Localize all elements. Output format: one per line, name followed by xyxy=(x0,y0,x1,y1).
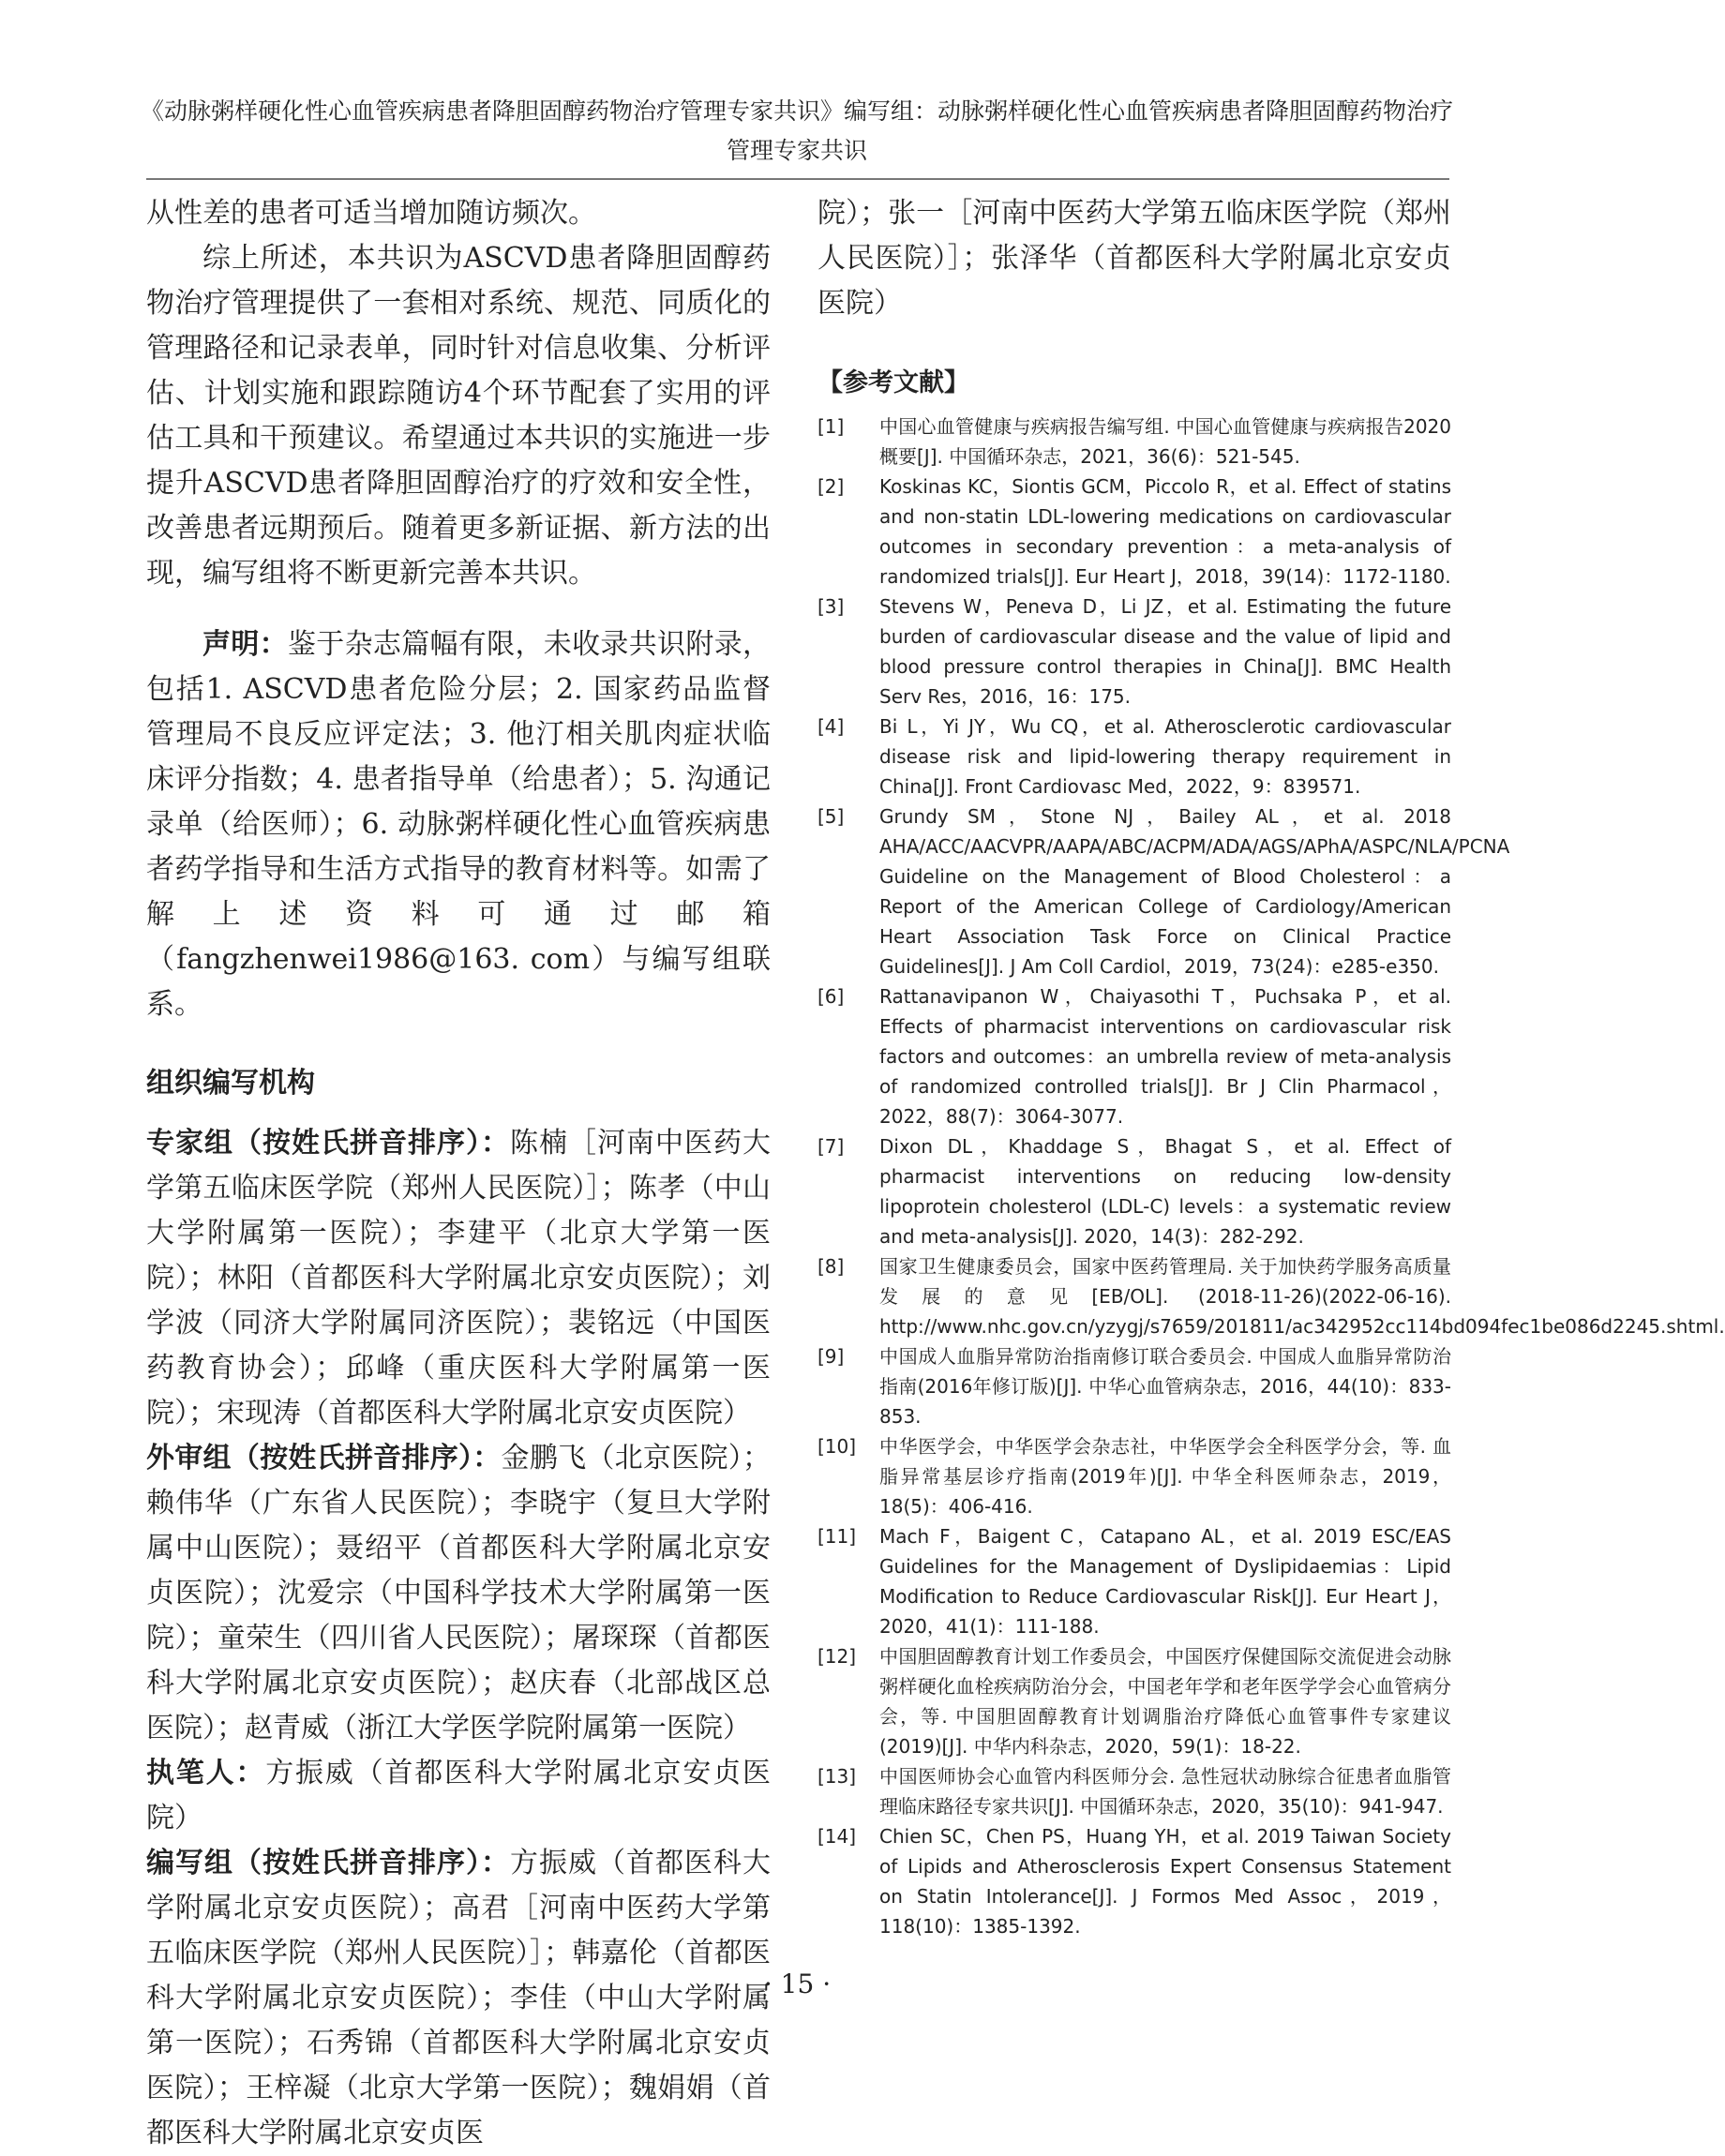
reference-item xyxy=(818,1431,1451,1521)
reference-item xyxy=(818,801,1510,981)
reference-text: 中国医师协会心血管内科医师分会. 急性冠状动脉综合征患者血脂管理临床路径专家共识[J]. 中国循环杂志，2020，35(10)：941-947. xyxy=(879,1765,1451,1818)
reference-text: Bi L，Yi JY，Wu CQ，et al. Atherosclerotic cardiovascular disease risk and lipid-lowering therapy requirement in China[J]. Front Cardiovasc Med，2022，9：839571. xyxy=(879,715,1451,798)
reference-number: [1] xyxy=(818,415,845,438)
reference-number: [3] xyxy=(818,595,845,618)
paragraph-conclusion: 综上所述，本共识为ASCVD患者降胆固醇药物治疗管理提供了一套相对系统、规范、同质化的管理路径和记录表单，同时针对信息收集、分析评估、计划实施和跟踪随访4个环节配套了实用的评估工具和干预建议。希望通过本共识的实施进一步提升ASCVD患者降胆固醇治疗的疗效和安全性，改善患者远期预后。随着更多新证据、新方法的出现，编写组将不断更新完善本共识。 xyxy=(146,242,771,590)
author-text: 方振威（首都医科大学附属北京安贞医院） xyxy=(146,1757,772,1834)
reference-item xyxy=(818,711,1451,801)
reference-item xyxy=(818,1131,1451,1251)
reference-item xyxy=(818,981,1451,1131)
reference-number: [2] xyxy=(818,475,845,498)
reference-text: 中国成人血脂异常防治指南修订联合委员会. 中国成人血脂异常防治指南(2016年修订版)[J]. 中华心血管病杂志，2016，44(10)：833-853. xyxy=(879,1345,1451,1428)
author-label: 执笔人： xyxy=(146,1757,266,1789)
running-header-line-1: 《动脉粥样硬化性心血管疾病患者降胆固醇药物治疗管理专家共识》编写组：动脉粥样硬化性心血管疾病患者降胆固醇药物治疗 xyxy=(141,97,1454,125)
reference-number: [9] xyxy=(818,1345,845,1368)
reviewers-text: 金鹏飞（北京医院）；赖伟华（广东省人民医院）；李晓宇（复旦大学附属中山医院）；聂绍平（首都医科大学附属北京安贞医院）；沈爱宗（中国科学技术大学附属第一医院）；童荣生（四川省人民医院）；屠琛琛（首都医科大学附属北京安贞医院）；赵庆春（北部战区总医院）；赵青威（浙江大学医学院附属第一医院） xyxy=(146,1442,772,1744)
experts-label: 专家组（按姓氏拼音排序）： xyxy=(146,1127,510,1160)
reference-number: [8] xyxy=(818,1255,845,1278)
reference-text: Grundy SM，Stone NJ，Bailey AL，et al. 2018 AHA/ACC/AACVPR/AAPA/ABC/ACPM/ADA/AGS/APhA/ASPC/NLA/PCNA Guideline on the Management of Blood Cholesterol：a Report of the American College of Cardiology/American Heart Association Task Force on Clinical Practice Guidelines[J]. J Am Coll Cardiol，2019，73(24)：e285-e350. xyxy=(879,805,1510,978)
header-divider xyxy=(146,178,1449,180)
reference-item xyxy=(818,1641,1451,1761)
reference-item xyxy=(818,1521,1451,1641)
page-number: · 15 · xyxy=(763,1969,832,1999)
right-column xyxy=(818,191,1725,1941)
references-title: 【参考文献】 xyxy=(818,368,969,397)
reference-number: [5] xyxy=(818,805,845,828)
statement-paragraph xyxy=(146,622,771,1027)
reference-item xyxy=(818,472,1451,591)
statement-text: 鉴于杂志篇幅有限，未收录共识附录，包括1. ASCVD患者危险分层；2. 国家药品监督管理局不良反应评定法；3. 他汀相关肌肉症状临床评分指数；4. 患者指导单（给患者）；5. 沟通记录单（给医师）；6. 动脉粥样硬化性心血管疾病患者药学指导和生活方式指导的教育材料等。如需了解上述资料可通过邮箱（fangzhenwei1986@163. com）与编写组联系。 xyxy=(146,628,772,1021)
reference-number: [4] xyxy=(818,715,845,738)
writers-continuation: 院）；张一［河南中医药大学第五临床医学院（郑州人民医院）］；张泽华（首都医科大学附属北京安贞医院） xyxy=(818,197,1451,320)
reference-text: 中国胆固醇教育计划工作委员会，中国医疗保健国际交流促进会动脉粥样硬化血栓疾病防治分会，中国老年学和老年医学学会心血管病分会，等. 中国胆固醇教育计划调脂治疗降低心血管事件专家建议(2019)[J]. 中华内科杂志，2020，59(1)：18-22. xyxy=(879,1645,1451,1758)
left-column xyxy=(146,191,771,2156)
reference-item xyxy=(818,1821,1451,1941)
reference-text: Dixon DL，Khaddage S，Bhagat S，et al. Effect of pharmacist interventions on reducing low-density lipoprotein cholesterol (LDL-C) levels：a systematic review and meta-analysis[J]. 2020，14(3)：282-292. xyxy=(879,1135,1451,1248)
reference-text: Chien SC，Chen PS，Huang YH，et al. 2019 Taiwan Society of Lipids and Atherosclerosis Expert Consensus Statement on Statin Intolerance[J]. J Formos Med Assoc，2019，118(10)：1385-1392. xyxy=(879,1825,1451,1938)
running-header xyxy=(141,92,1453,171)
writers-label: 编写组（按姓氏拼音排序）： xyxy=(146,1847,510,1879)
experts-paragraph xyxy=(146,1121,771,1436)
reference-number: [7] xyxy=(818,1135,845,1158)
reference-item xyxy=(818,1761,1451,1821)
reference-text: 中华医学会，中华医学会杂志社，中华医学会全科医学分会，等. 血脂异常基层诊疗指南(2019年)[J]. 中华全科医师杂志，2019，18(5)：406-416. xyxy=(879,1435,1451,1518)
reviewers-label: 外审组（按姓氏拼音排序）： xyxy=(146,1442,502,1475)
reference-number: [13] xyxy=(818,1765,857,1788)
reference-text: Mach F，Baigent C，Catapano AL，et al. 2019 ESC/EAS Guidelines for the Management of Dyslipidaemias：Lipid Modification to Reduce Cardiovascular Risk[J]. Eur Heart J，2020，41(1)：111-188. xyxy=(879,1525,1451,1638)
statement-label: 声明： xyxy=(202,628,288,661)
reference-text: Rattanavipanon W，Chaiyasothi T，Puchsaka P，et al. Effects of pharmacist interventions on cardiovascular risk factors and outcomes：an umbrella review of meta-analysis of randomized controlled trials[J]. Br J Clin Pharmacol，2022，88(7)：3064-3077. xyxy=(879,985,1451,1128)
reference-number: [11] xyxy=(818,1525,857,1548)
reference-item xyxy=(818,412,1451,472)
reviewers-paragraph xyxy=(146,1436,771,1751)
reference-text: Koskinas KC，Siontis GCM，Piccolo R，et al. Effect of statins and non-statin LDL-lowering medications on cardiovascular outcomes in secondary prevention：a meta-analysis of randomized trials[J]. Eur Heart J，2018，39(14)：1172-1180. xyxy=(879,475,1451,588)
paragraph-followup: 从性差的患者可适当增加随访频次。 xyxy=(146,197,596,230)
author-paragraph xyxy=(146,1751,771,1841)
writers-text: 方振威（首都医科大学附属北京安贞医院）；高君［河南中医药大学第五临床医学院（郑州人民医院）］；韩嘉伦（首都医科大学附属北京安贞医院）；李佳（中山大学附属第一医院）；石秀锦（首都医科大学附属北京安贞医院）；王梓凝（北京大学第一医院）；魏娟娟（首都医科大学附属北京安贞医 xyxy=(146,1847,771,2149)
org-section-title: 组织编写机构 xyxy=(146,1067,315,1100)
reference-text: 国家卫生健康委员会，国家中医药管理局. 关于加快药学服务高质量发展的意见[EB/OL]. (2018-11-26)(2022-06-16). http://www.nhc.gov.cn/yzygj/s7659/201811/ac342952cc114bd094fec1be086d2245.shtml. xyxy=(879,1255,1725,1338)
reference-number: [12] xyxy=(818,1645,857,1668)
reference-number: [10] xyxy=(818,1435,857,1458)
reference-item xyxy=(818,1341,1451,1431)
reference-list xyxy=(818,412,1725,1941)
running-header-line-2: 管理专家共识 xyxy=(726,137,867,164)
reference-number: [6] xyxy=(818,985,845,1008)
experts-text: 陈楠［河南中医药大学第五临床医学院（郑州人民医院）］；陈孝（中山大学附属第一医院）；李建平（北京大学第一医院）；林阳（首都医科大学附属北京安贞医院）；刘学波（同济大学附属同济医院）；裴铭远（中国医药教育协会）；邱峰（重庆医科大学附属第一医院）；宋现涛（首都医科大学附属北京安贞医院） xyxy=(146,1127,771,1430)
reference-item xyxy=(818,1251,1725,1341)
reference-text: 中国心血管健康与疾病报告编写组. 中国心血管健康与疾病报告2020概要[J]. 中国循环杂志，2021，36(6)：521-545. xyxy=(879,415,1451,468)
spacer xyxy=(146,596,771,622)
reference-item xyxy=(818,591,1451,711)
reference-text: Stevens W，Peneva D，Li JZ，et al. Estimating the future burden of cardiovascular disease and the value of lipid and blood pressure control therapies in China[J]. BMC Health Serv Res，2016，16：175. xyxy=(879,595,1451,708)
reference-number: [14] xyxy=(818,1825,857,1848)
